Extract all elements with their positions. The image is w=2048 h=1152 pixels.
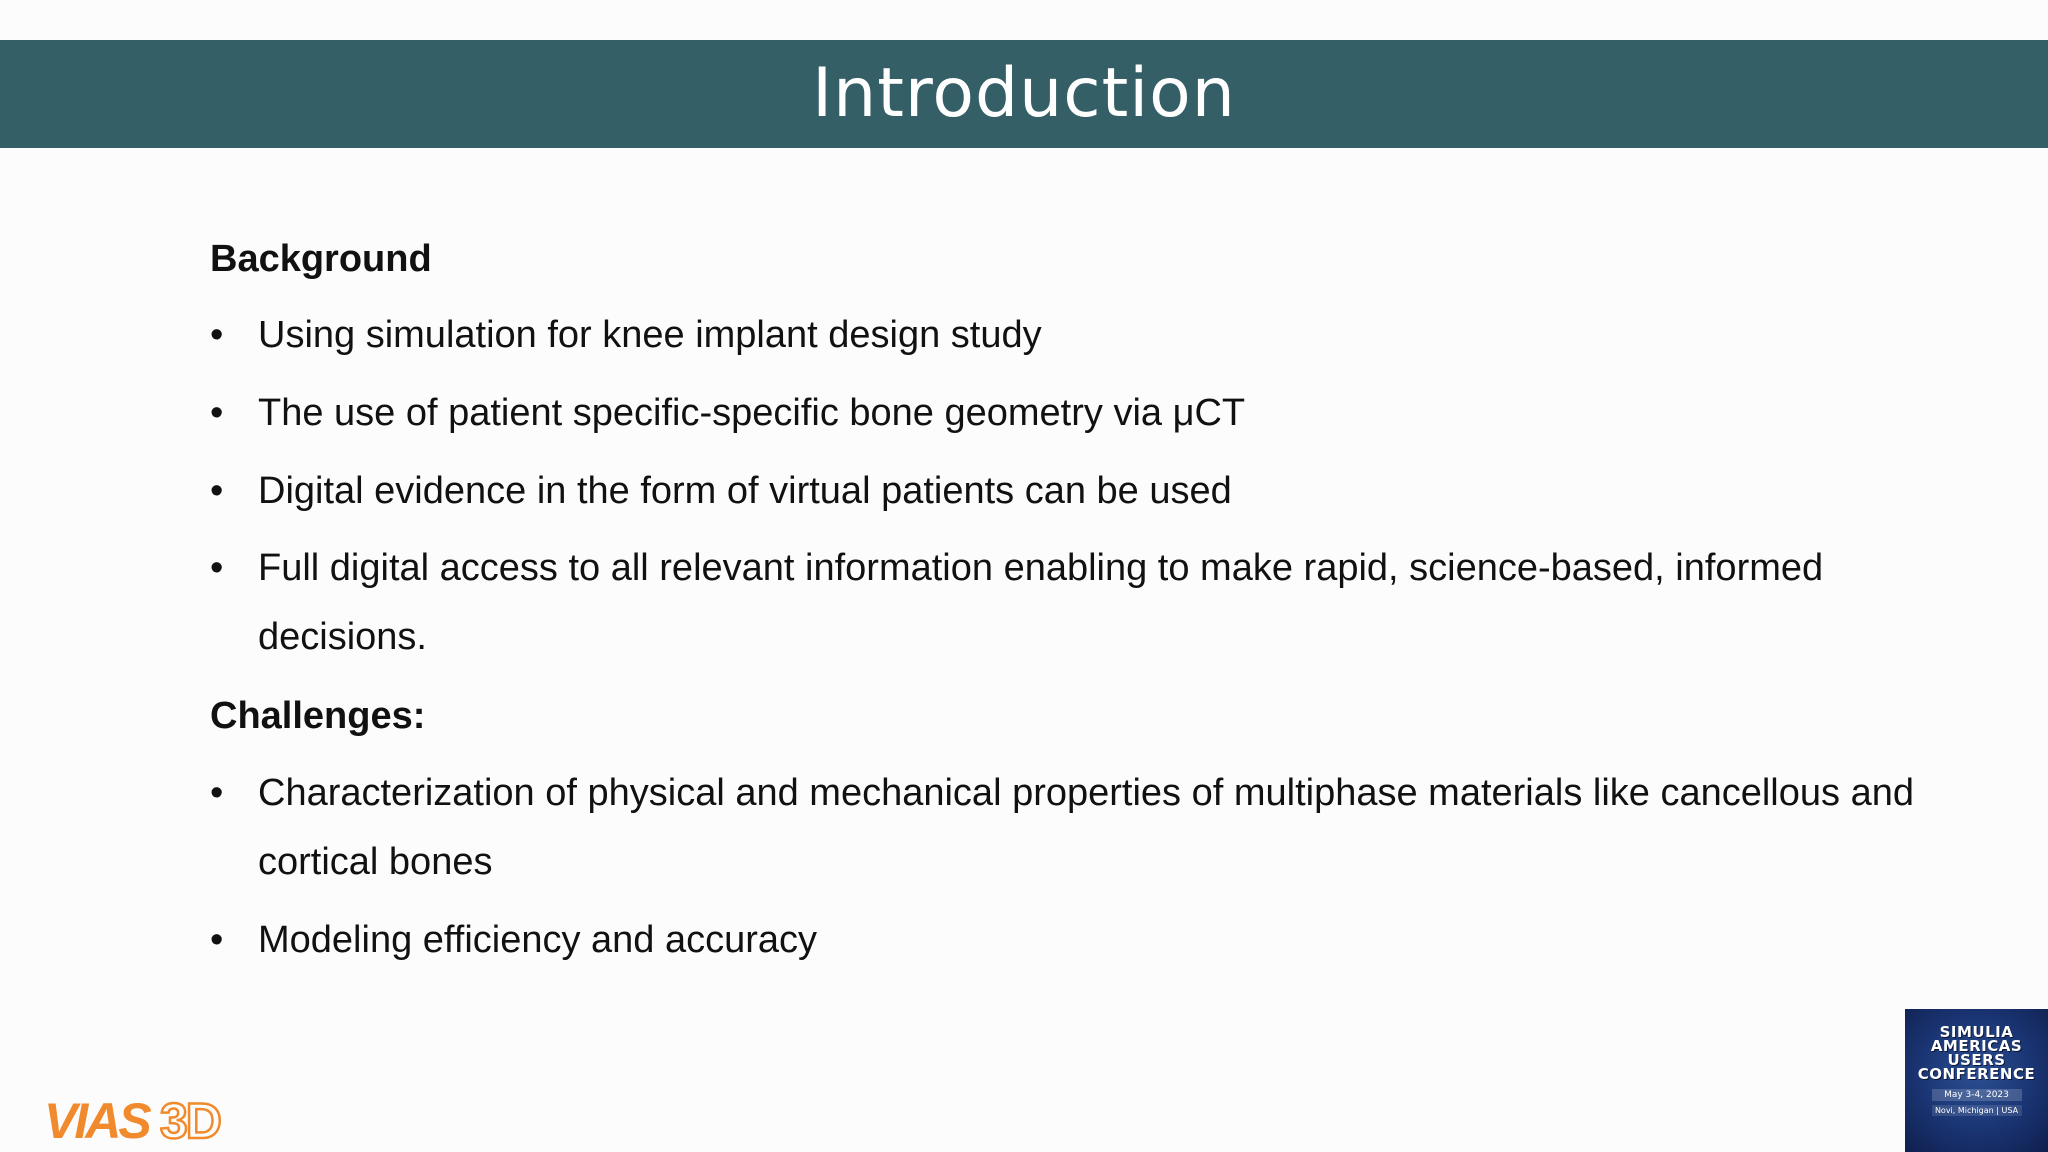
bullet-text: Using simulation for knee implant design study <box>258 314 1042 356</box>
bullet-item <box>210 759 1970 897</box>
bullet-item <box>210 534 1890 672</box>
section-heading-challenges: Challenges: <box>210 695 426 737</box>
bullet-dot: • <box>210 547 224 589</box>
bullet-text: Digital evidence in the form of virtual patients can be used <box>258 470 1232 512</box>
section-heading-background: Background <box>210 238 432 280</box>
bullet-text: Modeling efficiency and accuracy <box>258 919 818 961</box>
badge-line: AMERICAS <box>1930 1037 2023 1055</box>
bullet-dot: • <box>210 919 224 961</box>
bullet-item <box>210 906 1950 975</box>
bullet-item <box>210 457 1950 526</box>
badge-line: CONFERENCE <box>1917 1065 2036 1083</box>
bullet-item <box>210 379 1950 448</box>
badge-date: May 3-4, 2023 <box>1932 1089 2022 1101</box>
bullet-text: Full digital access to all relevant information enabling to make rapid, science-based, informed decisions. <box>258 547 1824 658</box>
badge-line: SIMULIA <box>1939 1023 2014 1041</box>
badge-line: USERS <box>1947 1051 2006 1069</box>
bullet-dot: • <box>210 392 224 434</box>
bullet-dot: • <box>210 772 224 814</box>
bullet-text: Characterization of physical and mechanical properties of multiphase materials like cancellous and cortical bones <box>258 772 1914 883</box>
conference-badge-logo <box>1905 1009 2048 1152</box>
badge-location: Novi, Michigan | USA <box>1932 1105 2022 1116</box>
svg-text:VIAS: VIAS <box>44 1094 149 1142</box>
bullet-dot: • <box>210 470 224 512</box>
bullet-text: The use of patient specific-specific bone geometry via μCT <box>258 392 1246 434</box>
title-bar <box>0 40 2048 148</box>
vias3d-logo <box>44 1094 228 1142</box>
svg-text:3D: 3D <box>160 1094 220 1142</box>
bullet-dot: • <box>210 314 224 356</box>
slide-title: Introduction <box>812 54 1236 133</box>
bullet-item <box>210 301 1950 370</box>
